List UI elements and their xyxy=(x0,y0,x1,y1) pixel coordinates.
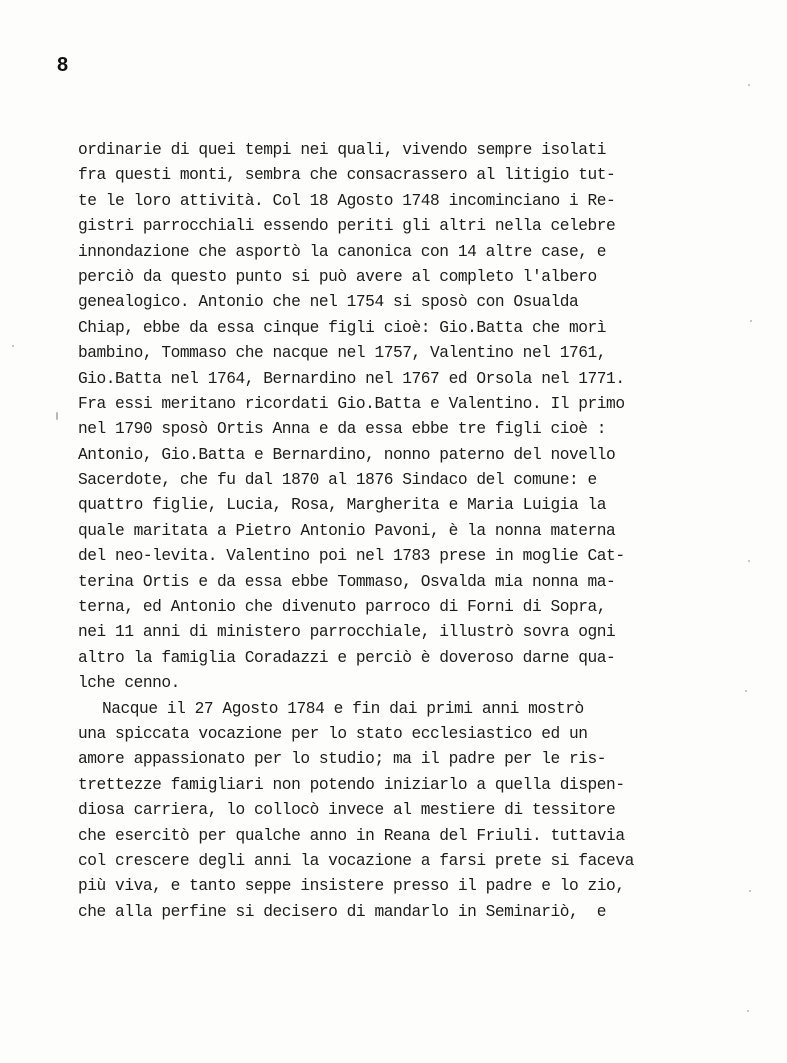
text-line: diosa carriera, lo collocò invece al mestiere di tessitore xyxy=(78,801,616,820)
text-line: ordinarie di quei tempi nei quali, vivendo sempre isolati xyxy=(78,141,607,159)
text-line: quattro figlie, Lucia, Rosa, Margherita e Maria Luigia la xyxy=(78,496,607,515)
text-line: bambino, Tommaso che nacque nel 1757, Valentino nel 1761, xyxy=(78,344,607,363)
text-line: Gio.Batta nel 1764, Bernardino nel 1767 ed Orsola nel 1771. xyxy=(78,369,625,388)
text-line: lche cenno. xyxy=(78,674,180,693)
text-line: più viva, e tanto seppe insistere presso il padre e lo zio, xyxy=(78,877,625,896)
scan-speck xyxy=(745,690,747,692)
text-line: col crescere degli anni la vocazione a farsi prete si faceva xyxy=(78,851,634,870)
scan-speck xyxy=(747,1010,749,1012)
text-line: genealogico. Antonio che nel 1754 si sposò con Osualda xyxy=(78,293,579,312)
text-line: perciò da questo punto si può avere al completo l'albero xyxy=(78,267,597,286)
text-line: fra questi monti, sembra che consacrassero al litigio tut- xyxy=(78,166,616,185)
scan-speck xyxy=(748,560,750,562)
page-number: 8 xyxy=(57,54,69,76)
text-line: Sacerdote, che fu dal 1870 al 1876 Sindaco del comune: e xyxy=(78,471,597,490)
scan-speck xyxy=(56,412,58,420)
text-line: terna, ed Antonio che divenuto parroco di Forni di Sopra, xyxy=(78,598,607,617)
text-line: te le loro attività. Col 18 Agosto 1748 incominciano i Re- xyxy=(78,191,616,210)
scan-speck xyxy=(749,890,751,892)
scan-speck xyxy=(748,84,750,86)
text-line: altro la famiglia Coradazzi e perciò è doveroso darne qua- xyxy=(78,648,616,667)
text-line: Nacque il 27 Agosto 1784 e fin dai primi anni mostrò xyxy=(102,699,584,718)
text-line: Chiap, ebbe da essa cinque figli cioè: Gio.Batta che morì xyxy=(78,318,607,337)
text-line: che esercitò per qualche anno in Reana del Friuli. tuttavia xyxy=(78,826,625,845)
text-line: amore appassionato per lo studio; ma il padre per le ris- xyxy=(78,750,607,769)
text-line: una spiccata vocazione per lo stato ecclesiastico ed un xyxy=(78,724,588,743)
text-line: che alla perfine si decisero di mandarlo in Seminariò, e xyxy=(78,902,607,921)
text-line: terina Ortis e da essa ebbe Tommaso, Osvalda mia nonna ma- xyxy=(78,572,616,591)
text-line: nel 1790 sposò Ortis Anna e da essa ebbe tre figli cioè : xyxy=(78,420,607,439)
text-line: Fra essi meritano ricordati Gio.Batta e Valentino. Il primo xyxy=(78,394,625,413)
text-line: gistri parrocchiali essendo periti gli altri nella celebre xyxy=(78,217,616,236)
scan-speck xyxy=(12,345,14,347)
text-line: nei 11 anni di ministero parrocchiale, illustrò sovra ogni xyxy=(78,623,616,642)
text-line: innondazione che asportò la canonica con 14 altre case, e xyxy=(78,242,607,261)
body-text xyxy=(78,138,718,925)
text-line: Antonio, Gio.Batta e Bernardino, nonno paterno del novello xyxy=(78,445,616,464)
scan-speck xyxy=(750,320,752,322)
text-line: quale maritata a Pietro Antonio Pavoni, è la nonna materna xyxy=(78,521,616,540)
text-line: del neo-levita. Valentino poi nel 1783 prese in moglie Cat- xyxy=(78,547,625,566)
text-line: trettezze famigliari non potendo iniziarlo a quella dispen- xyxy=(78,775,625,794)
